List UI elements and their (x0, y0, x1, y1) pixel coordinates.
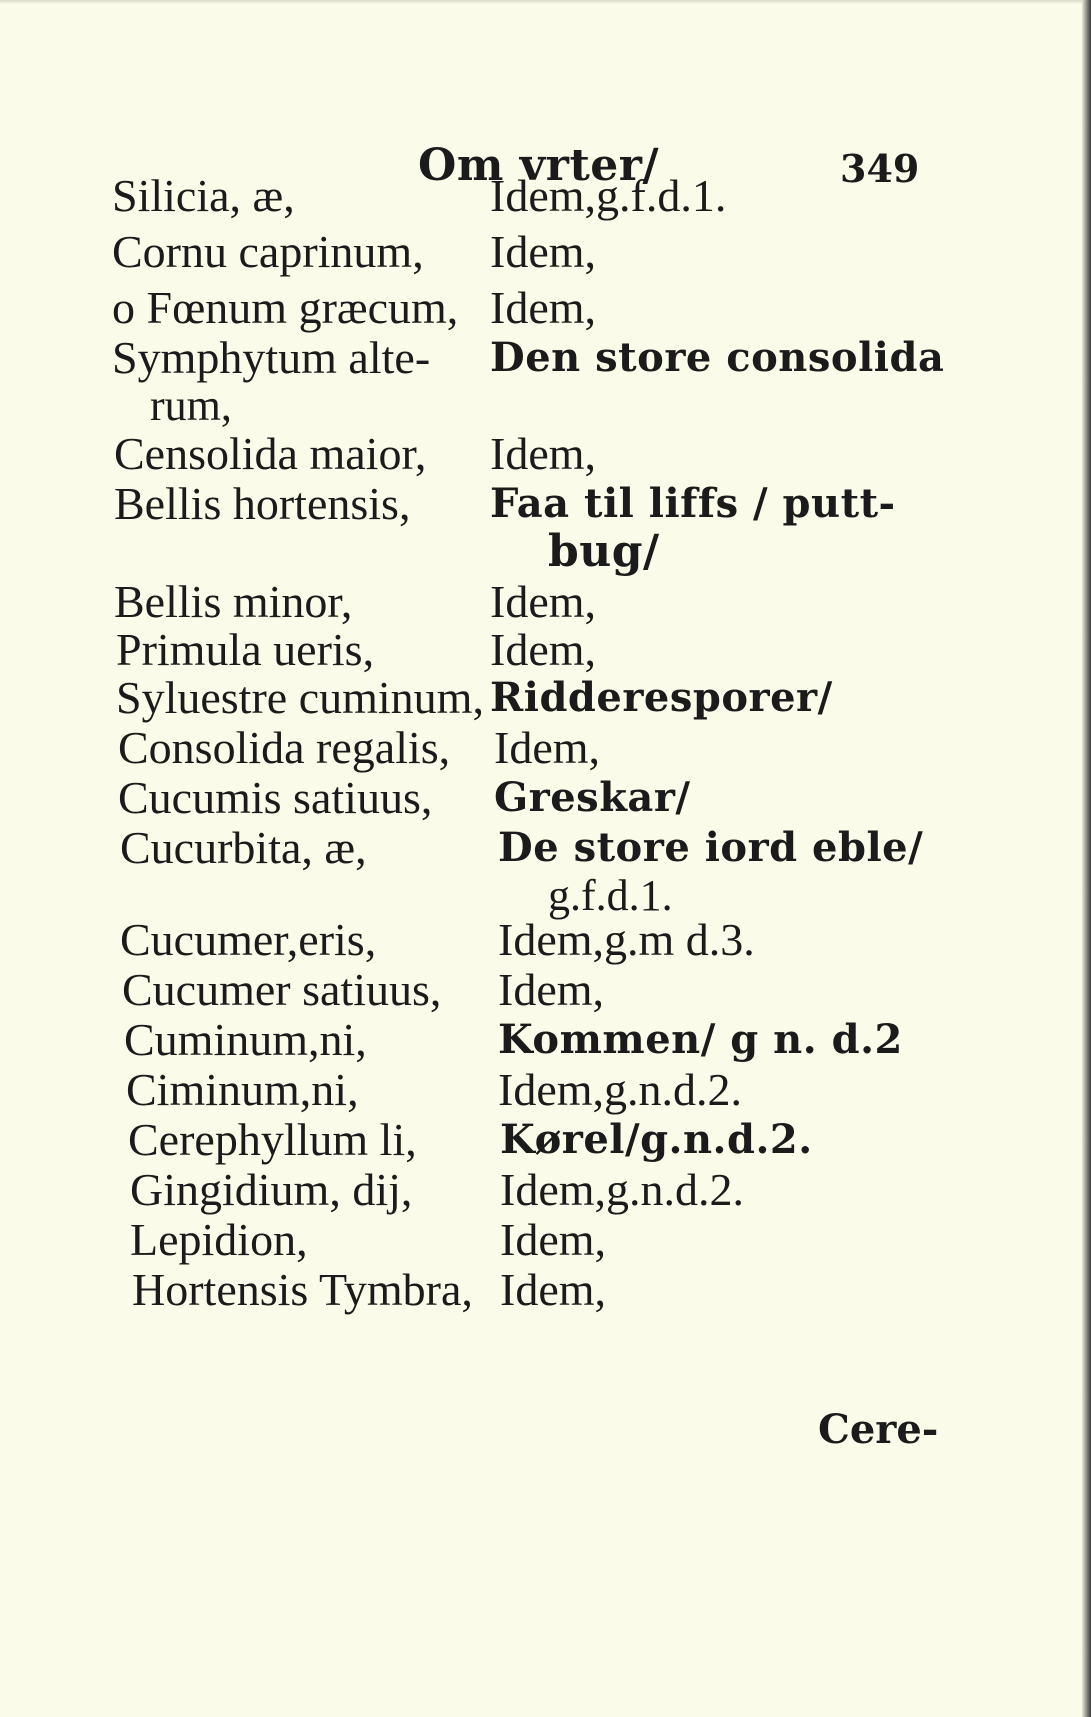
glossary-entry (0, 720, 1091, 776)
latin-term: Bellis minor, (114, 576, 353, 627)
glossary-entry (0, 1262, 1091, 1318)
latin-term: Cornu caprinum, (112, 226, 424, 277)
glossary-entry (0, 670, 1091, 726)
glossary-entry (0, 1012, 1091, 1068)
glossary-entry (0, 330, 1091, 430)
vernacular-term: Idem,g.n.d.2. (500, 1164, 745, 1215)
vernacular-term: Ridderesporer/ (490, 674, 833, 721)
running-head: Om vrter/ (418, 140, 660, 191)
latin-term: Syluestre cuminum, (116, 672, 484, 723)
glossary-entry (0, 168, 1091, 224)
latin-term: Hortensis Tymbra, (132, 1264, 473, 1315)
latin-term: Bellis hortensis, (114, 478, 411, 529)
vernacular-term: Greskar/ (494, 774, 691, 821)
vernacular-term: De store iord eble/ (498, 824, 924, 871)
latin-term: Cucumis satiuus, (118, 772, 433, 823)
entry-continuation: rum, (150, 381, 232, 430)
glossary-entry (0, 912, 1091, 968)
vernacular-term: Kommen/ g n. d.2 (498, 1016, 903, 1063)
vernacular-term: Den store consolida (490, 334, 945, 381)
vernacular-term: Idem, (498, 964, 605, 1015)
glossary-entry (0, 426, 1091, 482)
page-number: 349 (840, 146, 920, 191)
latin-term: Cucumer,eris, (120, 914, 377, 965)
entry-continuation: g.f.d.1. (548, 871, 673, 920)
glossary-entry (0, 962, 1091, 1018)
vernacular-term: Idem, (494, 722, 601, 773)
latin-term: Ciminum,ni, (126, 1064, 359, 1115)
latin-term: Primula ueris, (116, 624, 375, 675)
latin-term: Cuminum,ni, (124, 1014, 367, 1065)
latin-term: Gingidium, dij, (130, 1164, 413, 1215)
glossary-entry (0, 1162, 1091, 1218)
vernacular-term: Idem,g.m d.3. (498, 914, 755, 965)
glossary-entry (0, 224, 1091, 280)
vernacular-term: Kørel/g.n.d.2. (500, 1116, 813, 1163)
latin-term: Silicia, æ, (112, 170, 295, 221)
glossary-entry (0, 1112, 1091, 1168)
latin-term: Lepidion, (130, 1214, 308, 1265)
latin-term: Symphytum alte- (112, 332, 431, 383)
latin-term: Cucurbita, æ, (120, 822, 367, 873)
vernacular-term: Idem, (500, 1264, 607, 1315)
vernacular-term: Idem, (490, 428, 597, 479)
vernacular-term: Idem, (490, 282, 597, 333)
glossary-entry (0, 1212, 1091, 1268)
latin-term: Consolida regalis, (118, 722, 451, 773)
entry-continuation: bug/ (548, 526, 660, 577)
latin-term: Cucumer satiuus, (122, 964, 442, 1015)
vernacular-term: Idem,g.n.d.2. (498, 1064, 743, 1115)
latin-term: o Fœnum græcum, (112, 282, 459, 333)
latin-term: Censolida maior, (114, 428, 427, 479)
catchword: Cere- (818, 1406, 939, 1453)
vernacular-term: Idem, (490, 624, 597, 675)
glossary-entry (0, 280, 1091, 336)
glossary-entry (0, 820, 1091, 920)
vernacular-term: Faa til liffs / putt- (490, 480, 896, 527)
vernacular-term: Idem, (500, 1214, 607, 1265)
glossary-entry (0, 476, 1091, 577)
latin-term: Cerephyllum li, (128, 1114, 417, 1165)
glossary-entry (0, 1062, 1091, 1118)
vernacular-term: Idem,g.f.d.1. (490, 170, 727, 221)
vernacular-term: Idem, (490, 576, 597, 627)
glossary-entry (0, 770, 1091, 826)
vernacular-term: Idem, (490, 226, 597, 277)
